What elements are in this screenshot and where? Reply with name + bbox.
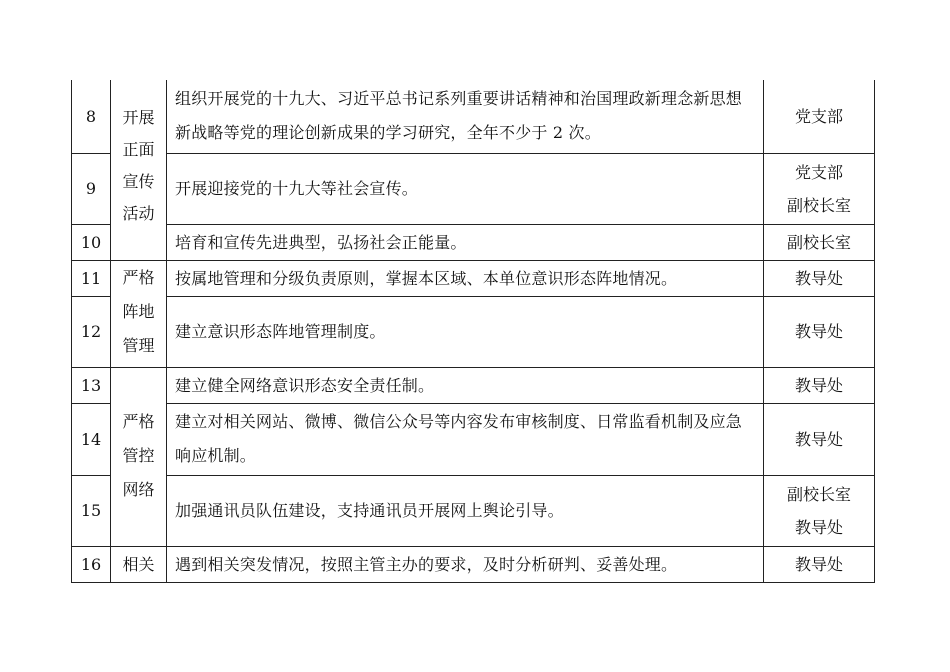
row-number: 10: [72, 224, 111, 260]
row-number: 8: [72, 80, 111, 153]
task-text: 建立健全网络意识形态安全责任制。: [175, 375, 435, 395]
dept-name: 教导处: [794, 554, 843, 574]
dept-name: 副校长室: [786, 195, 851, 215]
dept-name: 教导处: [794, 429, 843, 449]
category-cell: [111, 367, 167, 546]
task-description: [167, 296, 764, 367]
task-description: [167, 475, 764, 546]
responsible-dept: [764, 260, 875, 296]
responsible-dept: [764, 475, 875, 546]
category-label: 严格管控网络: [122, 411, 155, 499]
task-text: 开展迎接党的十九大等社会宣传。: [175, 179, 419, 198]
dept-name: 教导处: [794, 375, 843, 395]
task-description: [167, 367, 764, 403]
category-label: 相关: [122, 554, 155, 574]
dept-name: 副校长室: [786, 232, 851, 252]
task-text: 组织开展党的十九大、习近平总书记系列重要讲话精神和治国理政新理念新思想新战略等党的理论创新成果的学习研究，全年不少于 2 次。: [175, 89, 743, 143]
task-text: 遇到相关突发情况，按照主管主办的要求，及时分析研判、妥善处理。: [175, 554, 678, 574]
category-label: 开展正面宣传活动: [122, 108, 155, 223]
category-cell: [111, 546, 167, 582]
category-label: 严格阵地管理: [122, 267, 155, 355]
table-row: [72, 546, 875, 582]
task-text: 建立意识形态阵地管理制度。: [175, 322, 386, 341]
table-row: [72, 153, 875, 224]
table-row: [72, 475, 875, 546]
responsible-dept: [764, 367, 875, 403]
task-text: 按属地管理和分级负责原则，掌握本区域、本单位意识形态阵地情况。: [175, 268, 678, 288]
dept-name: 教导处: [794, 322, 843, 341]
responsible-dept: [764, 546, 875, 582]
table-row: [72, 296, 875, 367]
table-row: [72, 80, 875, 153]
row-number: 15: [72, 475, 111, 546]
task-description: [167, 153, 764, 224]
responsible-dept: [764, 403, 875, 475]
row-number: 14: [72, 403, 111, 475]
responsible-dept: [764, 80, 875, 153]
task-text: 加强通讯员队伍建设，支持通讯员开展网上舆论引导。: [175, 501, 564, 520]
task-description: [167, 403, 764, 475]
table-row: [72, 260, 875, 296]
table-row: [72, 403, 875, 475]
responsible-dept: [764, 153, 875, 224]
dept-name: 教导处: [794, 268, 843, 288]
responsibility-table: [71, 80, 875, 583]
category-cell: [111, 80, 167, 260]
task-description: [167, 546, 764, 582]
dept-name: 党支部: [794, 162, 843, 182]
dept-name: 副校长室: [786, 484, 851, 504]
dept-name: 教导处: [794, 517, 843, 537]
row-number: 13: [72, 367, 111, 403]
category-cell: [111, 260, 167, 367]
responsible-dept: [764, 296, 875, 367]
task-description: [167, 224, 764, 260]
row-number: 16: [72, 546, 111, 582]
task-description: [167, 80, 764, 153]
task-description: [167, 260, 764, 296]
row-number: 9: [72, 153, 111, 224]
table-row: [72, 224, 875, 260]
responsible-dept: [764, 224, 875, 260]
dept-name: 党支部: [794, 106, 843, 126]
table-row: [72, 367, 875, 403]
row-number: 11: [72, 260, 111, 296]
task-text: 培育和宣传先进典型，弘扬社会正能量。: [175, 232, 467, 252]
row-number: 12: [72, 296, 111, 367]
task-text: 建立对相关网站、微博、微信公众号等内容发布审核制度、日常监看机制及应急响应机制。: [175, 412, 743, 465]
